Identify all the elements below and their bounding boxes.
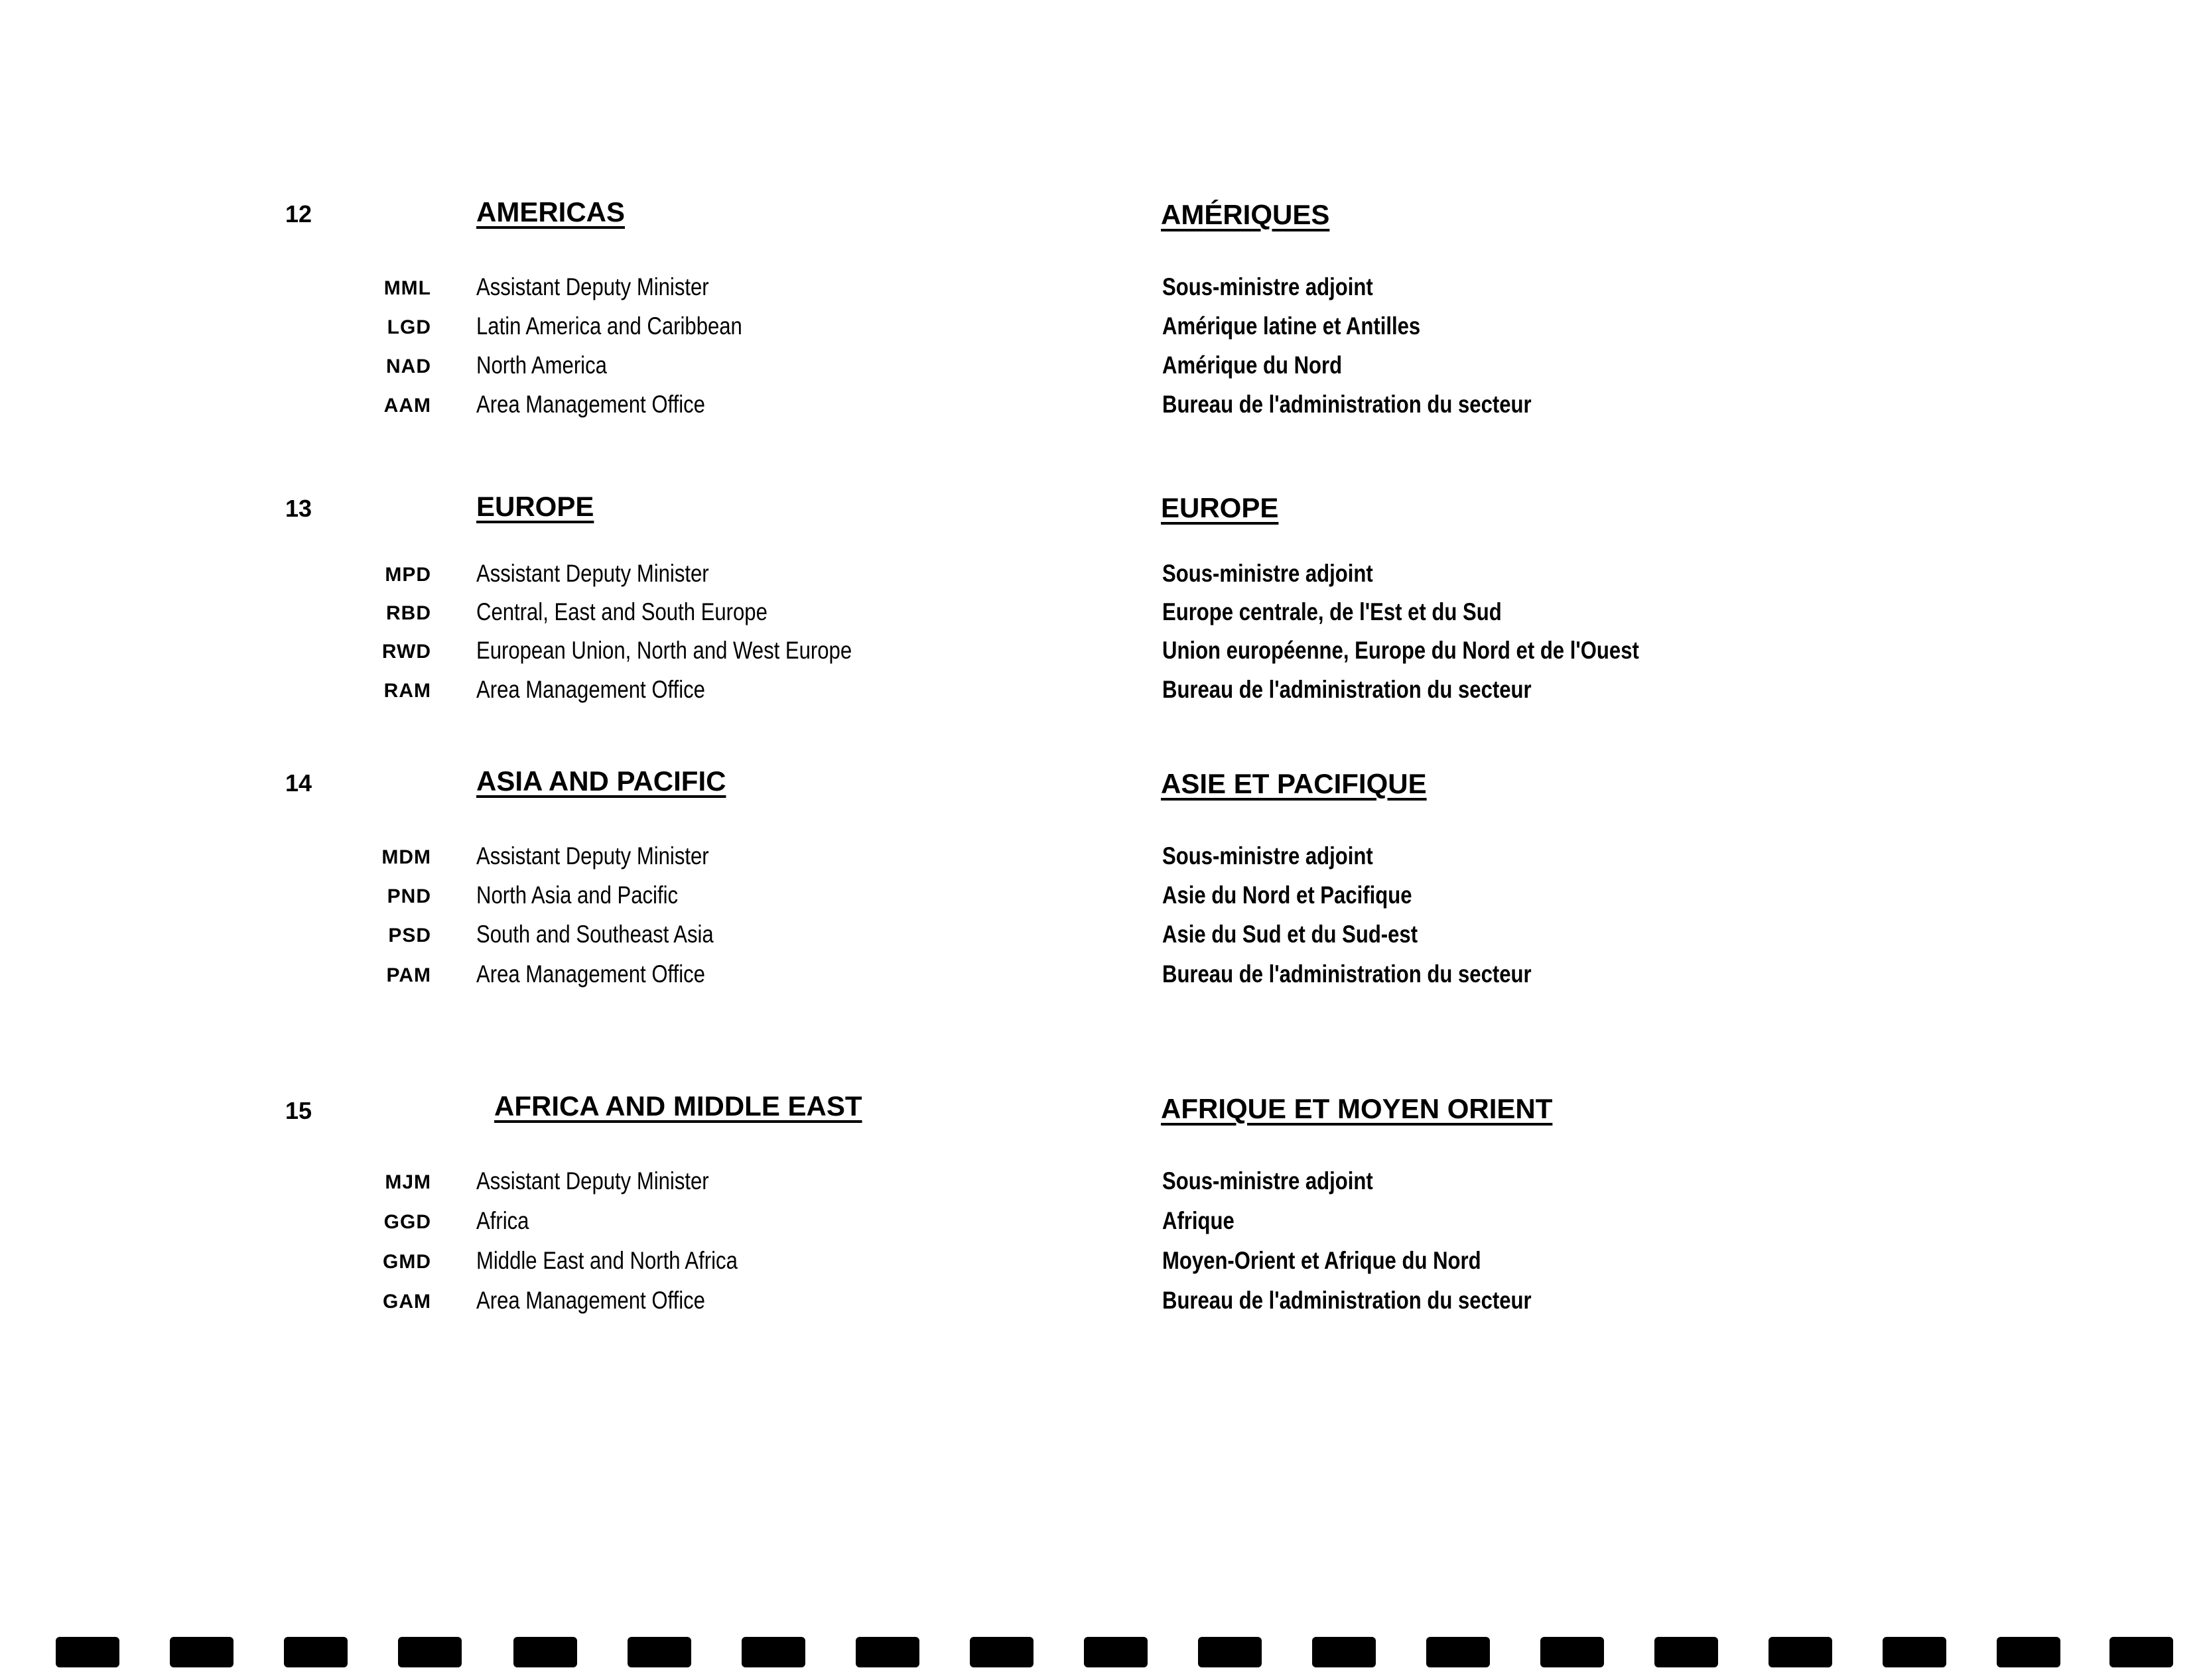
english-label: Area Management Office <box>476 960 705 988</box>
perforation-hole <box>1654 1637 1718 1667</box>
section-number: 15 <box>285 1097 312 1124</box>
section-heading-en: AFRICA AND MIDDLE EAST <box>494 1090 862 1122</box>
french-label: Union européenne, Europe du Nord et de l'Ouest <box>1162 637 1639 664</box>
org-code: PAM <box>386 964 431 986</box>
org-code: MPD <box>385 564 431 586</box>
perforation-hole <box>1198 1637 1262 1667</box>
perforation-hole <box>56 1637 119 1667</box>
org-code: GGD <box>383 1211 431 1233</box>
french-label: Sous-ministre adjoint <box>1162 560 1373 587</box>
french-label: Sous-ministre adjoint <box>1162 273 1373 300</box>
perforation-hole <box>628 1637 691 1667</box>
org-code: NAD <box>386 355 431 377</box>
french-label: Moyen-Orient et Afrique du Nord <box>1162 1247 1481 1274</box>
english-label: North America <box>476 352 607 379</box>
english-label: European Union, North and West Europe <box>476 637 852 664</box>
section-heading-en: AMERICAS <box>476 196 626 227</box>
english-label: Area Management Office <box>476 676 705 703</box>
perforation-hole <box>398 1637 462 1667</box>
table-row <box>0 597 2203 637</box>
section-heading-fr: AMÉRIQUES <box>1161 199 1330 230</box>
table-row <box>0 1246 2203 1285</box>
org-code: AAM <box>383 395 431 417</box>
org-code: GMD <box>383 1251 431 1273</box>
section-heading-fr: AFRIQUE ET MOYEN ORIENT <box>1161 1093 1553 1124</box>
org-code: RWD <box>381 641 431 663</box>
section-heading-fr: ASIE ET PACIFIQUE <box>1161 768 1427 799</box>
org-code: MJM <box>385 1171 431 1193</box>
english-label: Assistant Deputy Minister <box>476 560 709 587</box>
french-label: Asie du Nord et Pacifique <box>1162 881 1412 909</box>
org-code: GAM <box>383 1291 431 1313</box>
perforation-hole <box>1769 1637 1832 1667</box>
french-label: Amérique du Nord <box>1162 352 1343 379</box>
perforation-hole <box>1084 1637 1148 1667</box>
perforation-hole <box>513 1637 577 1667</box>
table-row <box>0 675 2203 714</box>
english-label: Latin America and Caribbean <box>476 312 742 340</box>
org-code: PND <box>387 885 431 907</box>
perforation-hole <box>284 1637 348 1667</box>
french-label: Bureau de l'administration du secteur <box>1162 391 1532 418</box>
section-heading-en: ASIA AND PACIFIC <box>476 765 726 797</box>
english-label: Middle East and North Africa <box>476 1247 738 1274</box>
table-row <box>0 1285 2203 1325</box>
table-row <box>0 635 2203 675</box>
org-code: LGD <box>387 316 431 338</box>
french-label: Afrique <box>1162 1207 1235 1234</box>
perforation-hole <box>1883 1637 1946 1667</box>
table-row <box>0 272 2203 312</box>
section-heading-en: EUROPE <box>476 491 594 522</box>
english-label: Assistant Deputy Minister <box>476 273 709 300</box>
table-row <box>0 389 2203 429</box>
org-code: MDM <box>381 846 431 868</box>
french-label: Sous-ministre adjoint <box>1162 1167 1373 1195</box>
french-label: Sous-ministre adjoint <box>1162 842 1373 870</box>
english-label: Central, East and South Europe <box>476 598 768 625</box>
french-label: Bureau de l'administration du secteur <box>1162 960 1532 988</box>
english-label: Assistant Deputy Minister <box>476 842 709 870</box>
perforation-hole <box>1312 1637 1376 1667</box>
perforation-hole <box>1997 1637 2060 1667</box>
section-heading-fr: EUROPE <box>1161 492 1279 523</box>
french-label: Bureau de l'administration du secteur <box>1162 676 1532 703</box>
table-row <box>0 1206 2203 1246</box>
table-row <box>0 558 2203 598</box>
section-number: 13 <box>285 495 312 522</box>
french-label: Asie du Sud et du Sud-est <box>1162 921 1418 948</box>
table-row <box>0 959 2203 999</box>
org-code: RBD <box>386 602 431 624</box>
english-label: Africa <box>476 1207 529 1234</box>
perforation-strip <box>0 1637 2203 1670</box>
table-row <box>0 350 2203 390</box>
perforation-hole <box>856 1637 919 1667</box>
table-row <box>0 1166 2203 1206</box>
english-label: Area Management Office <box>476 391 705 418</box>
french-label: Amérique latine et Antilles <box>1162 312 1421 340</box>
english-label: South and Southeast Asia <box>476 921 714 948</box>
perforation-hole <box>170 1637 234 1667</box>
french-label: Bureau de l'administration du secteur <box>1162 1287 1532 1314</box>
perforation-hole <box>1426 1637 1490 1667</box>
org-code: PSD <box>388 925 431 946</box>
table-row <box>0 841 2203 881</box>
section-number: 12 <box>285 200 312 227</box>
org-code: RAM <box>383 680 431 702</box>
section-number: 14 <box>285 769 312 797</box>
table-row <box>0 880 2203 920</box>
english-label: Area Management Office <box>476 1287 705 1314</box>
perforation-hole <box>742 1637 805 1667</box>
perforation-hole <box>2109 1637 2173 1667</box>
perforation-hole <box>1540 1637 1604 1667</box>
english-label: Assistant Deputy Minister <box>476 1167 709 1195</box>
french-label: Europe centrale, de l'Est et du Sud <box>1162 598 1502 625</box>
table-row <box>0 311 2203 351</box>
english-label: North Asia and Pacific <box>476 881 679 909</box>
org-code: MML <box>383 277 431 299</box>
table-row <box>0 919 2203 959</box>
perforation-hole <box>970 1637 1034 1667</box>
